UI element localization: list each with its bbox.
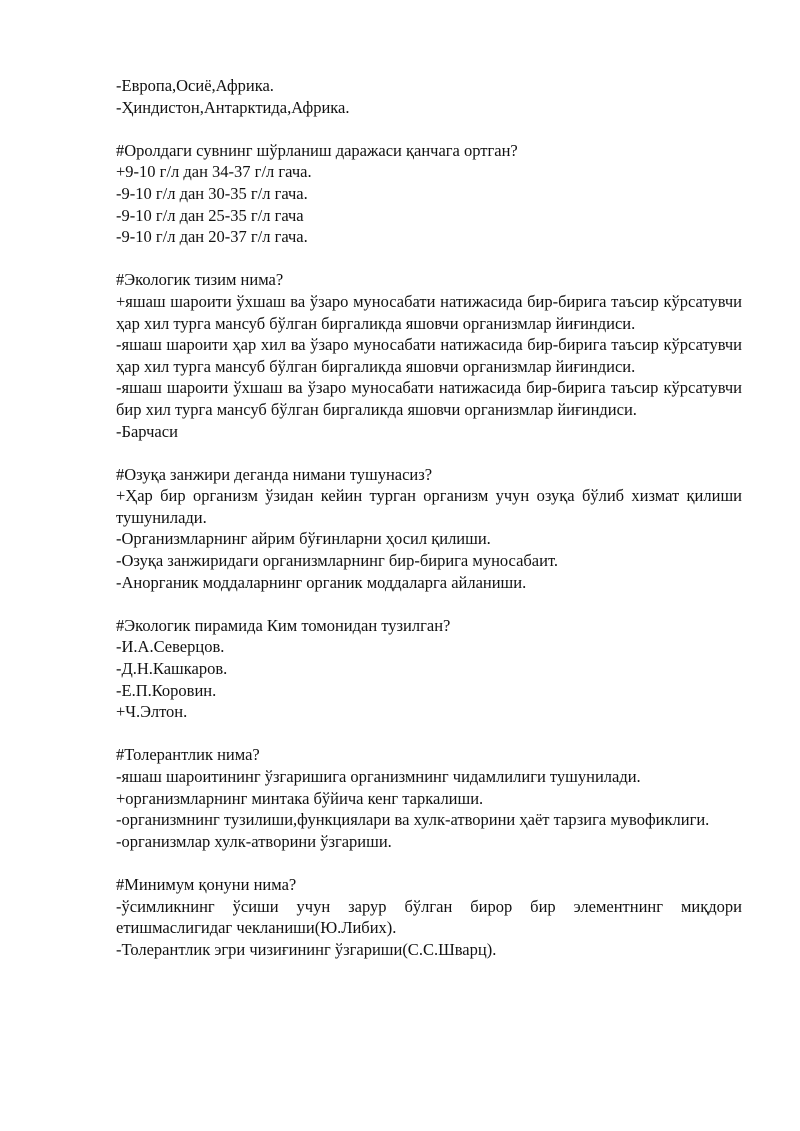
answer-option: +Ч.Элтон.	[116, 702, 188, 722]
blank-line	[116, 248, 742, 270]
question-block	[116, 874, 742, 960]
document-page	[116, 75, 742, 960]
answer-option: -9-10 г/л дан 30-35 г/л гача.	[116, 183, 308, 203]
answer-option: -Е.П.Коровин.	[116, 680, 217, 700]
answer-option: -9-10 г/л дан 20-37 г/л гача.	[116, 227, 308, 247]
question-block	[116, 464, 742, 594]
answer-block	[116, 75, 742, 118]
blank-line	[116, 442, 742, 464]
answer-option: -Д.Н.Кашкаров.	[116, 659, 228, 679]
answer-option: -Ҳиндистон,Антарктида,Африка.	[116, 97, 350, 117]
answer-option: -организмлар хулк-атворини ўзгариши.	[116, 831, 392, 851]
question-block	[116, 269, 742, 442]
question-block	[116, 744, 742, 852]
blank-line	[116, 593, 742, 615]
answer-option: -Озуқа занжиридаги организмларнинг бир-бирига муносабаит.	[116, 551, 559, 571]
answer-option: +9-10 г/л дан 34-37 г/л гача.	[116, 162, 312, 182]
answer-option: -И.А.Северцов.	[116, 637, 225, 657]
blank-line	[116, 852, 742, 874]
answer-option: +Ҳар бир организм ўзидан кейин турган организм учун озуқа бўлиб хизмат қилиши тушунилади.	[116, 486, 742, 527]
answer-option: -яшаш шароити ҳар хил ва ўзаро муносабати натижасида бир-бирига таъсир кўрсатувчи ҳар хил турга мансуб бўлган биргаликда яшовчи организмлар йиғиндиси.	[116, 335, 742, 376]
answer-option: -9-10 г/л дан 25-35 г/л гача	[116, 205, 304, 225]
question-block	[116, 140, 742, 248]
answer-option: -яшаш шароитининг ўзгаришига организмнинг чидамлилиги тушунилади.	[116, 767, 641, 786]
answer-option: -организмнинг тузилиши,функциялари ва хулк-атворини ҳаёт тарзига мувофиклиги.	[116, 810, 710, 830]
question-text: #Экологик тизим нима?	[116, 270, 284, 290]
answer-option: +организмларнинг минтака бўйича кенг таркалиши.	[116, 788, 484, 808]
question-text: #Оролдаги сувнинг шўрланиш даражаси қанчага ортган?	[116, 140, 518, 160]
answer-option: -ўсимликнинг ўсиши учун зарур бўлган бирор бир элементнинг миқдори етишмаслигидаг чекланиши(Ю.Либих).	[116, 896, 742, 938]
question-text: #Экологик пирамида Ким томонидан тузилган?	[116, 615, 451, 635]
answer-option: +яшаш шароити ўхшаш ва ўзаро муносабати натижасида бир-бирига таъсир кўрсатувчи ҳар хил турга мансуб бўлган биргаликда яшовчи организмлар йиғиндиси.	[116, 291, 742, 333]
answer-option: -Толерантлик эгри чизиғининг ўзгариши(С.С.Шварц).	[116, 939, 497, 959]
question-text: #Минимум қонуни нима?	[116, 874, 297, 894]
answer-option: -Европа,Осиё,Африка.	[116, 76, 274, 95]
answer-option: -Анорганик моддаларнинг органик моддаларга айланиши.	[116, 572, 527, 592]
question-block	[116, 615, 742, 723]
answer-option: -Организмларнинг айрим бўғинларни ҳосил қилиши.	[116, 529, 491, 549]
question-text: #Толерантлик нима?	[116, 745, 260, 765]
question-text: #Озуқа занжири деганда нимани тушунасиз?	[116, 464, 433, 484]
blank-line	[116, 723, 742, 745]
answer-option: -яшаш шароити ўхшаш ва ўзаро муносабати натижасида бир-бирига таъсир кўрсатувчи бир хил турга мансуб бўлган биргаликда яшовчи организмлар йиғиндиси.	[116, 378, 742, 419]
blank-line	[116, 118, 742, 140]
answer-option: -Барчаси	[116, 421, 178, 441]
